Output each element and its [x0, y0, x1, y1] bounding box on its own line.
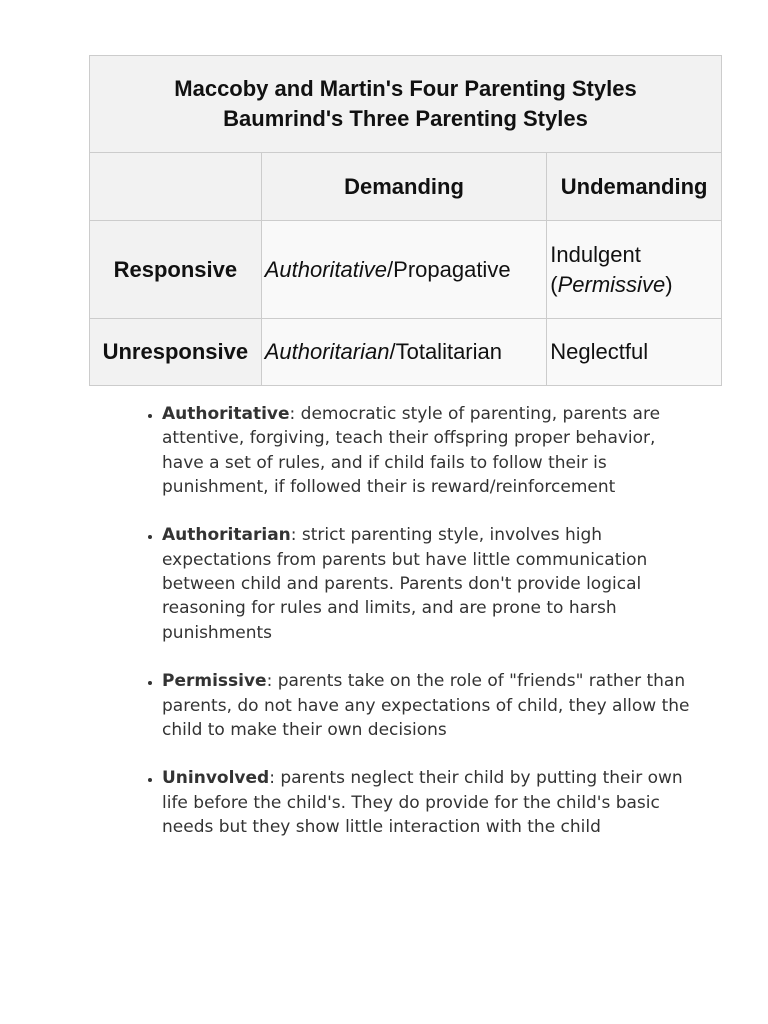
cell-authoritative [261, 221, 547, 319]
caption-line-1: Maccoby and Martin's Four Parenting Styles [174, 76, 637, 101]
list-item [162, 766, 702, 839]
paren-close: ) [665, 271, 673, 297]
parenting-style-notes [135, 402, 702, 864]
cell-authoritarian [261, 319, 547, 386]
caption-line-2: Baumrind's Three Parenting Styles [223, 106, 588, 131]
parenting-styles-table [89, 55, 722, 386]
table-row [90, 319, 722, 386]
note-term: Permissive [162, 671, 267, 692]
table-row [90, 221, 722, 319]
note-term: Authoritarian [162, 525, 291, 546]
list-item [162, 402, 702, 499]
cell-neglectful: Neglectful [547, 319, 722, 386]
style-name-italic: Permissive [557, 271, 666, 297]
note-term: Uninvolved [162, 768, 270, 789]
row-header-responsive: Responsive [90, 221, 262, 319]
paren-open: ( [550, 271, 558, 297]
cell-indulgent [547, 221, 722, 319]
note-text: : parents take on the role of "friends" rather than parents, do not have any expectations of child, they allow the child to make their own decisions [162, 671, 690, 740]
row-header-unresponsive: Unresponsive [90, 319, 262, 386]
style-name-rest: /Totalitarian [389, 339, 502, 364]
note-term: Authoritative [162, 404, 290, 424]
style-name: Indulgent [550, 241, 641, 267]
note-text: : strict parenting style, involves high expectations from parents but have little communication between child and parents. Parents don't provide logical reasoning for rules and limits, and are prone to harsh punishments [162, 525, 648, 643]
column-header-demanding: Demanding [261, 153, 547, 221]
note-text: : democratic style of parenting, parents are attentive, forgiving, teach their offspring proper behavior, have a set of rules, and if child fails to follow their is punishment, if followed their is reward/reinforcement [162, 404, 661, 497]
style-name-rest: /Propagative [387, 256, 511, 282]
note-text: : parents neglect their child by putting their own life before the child's. They do provide for the child's basic needs but they show little interaction with the child [162, 768, 683, 838]
column-header-undemanding: Undemanding [547, 153, 722, 221]
list-item [162, 669, 702, 742]
list-item [162, 523, 702, 644]
style-name-italic: Authoritarian [264, 339, 390, 364]
style-name-italic: Authoritative [264, 256, 388, 282]
table-caption [90, 56, 722, 153]
corner-cell [90, 153, 262, 221]
